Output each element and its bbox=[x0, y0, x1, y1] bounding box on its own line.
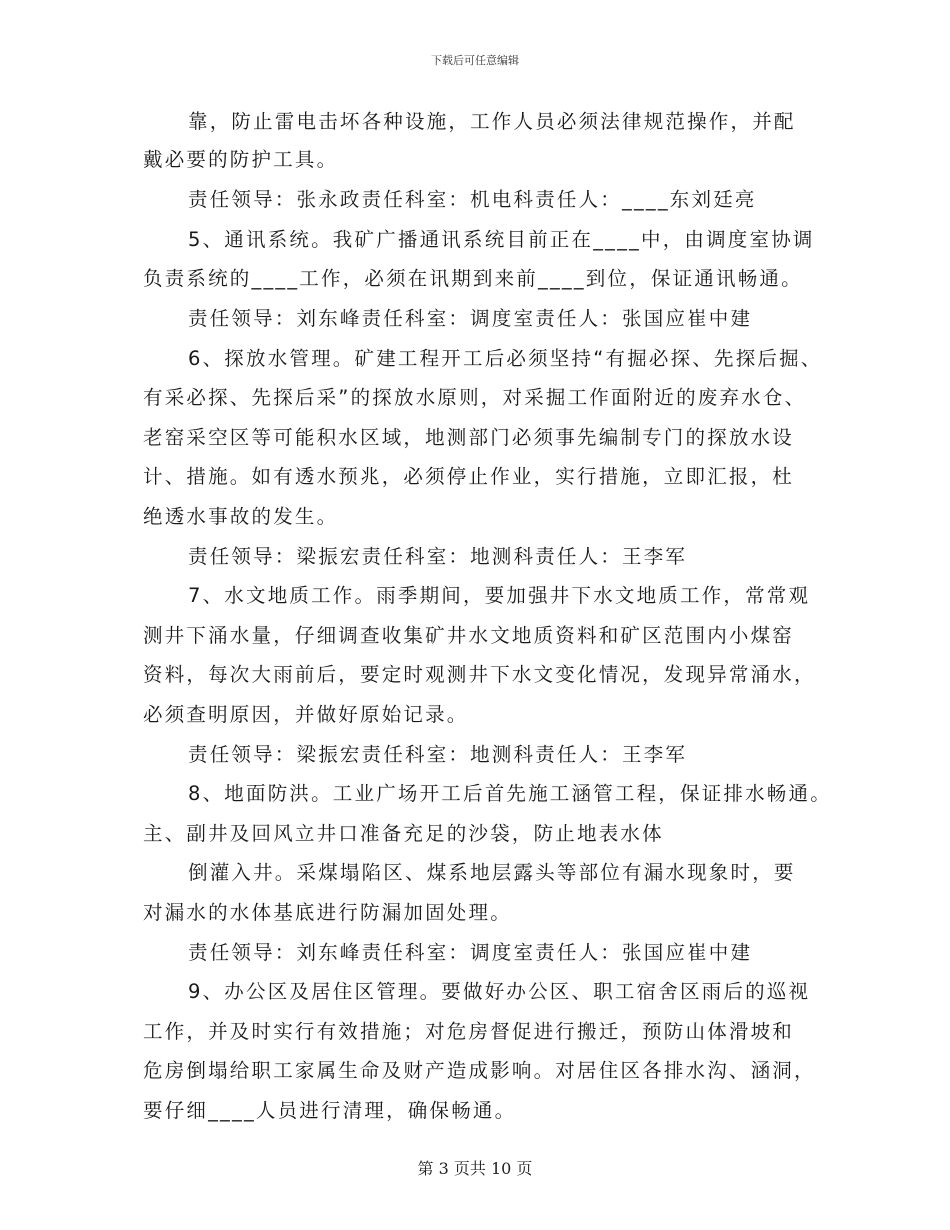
text-line: 工作，并及时实行有效措施；对危房督促进行搬迁，预防山体滑坡和 bbox=[143, 1020, 795, 1043]
text-line: 老窑采空区等可能积水区域，地测部门必须事先编制专门的探放水设 bbox=[143, 426, 795, 449]
text-line: 危房倒塌给职工家属生命及财产造成影响。对居住区各排水沟、涵洞， bbox=[143, 1059, 816, 1082]
text-line: 5、通讯系统。我矿广播通讯系统目前正在____中，由调度室协调 bbox=[188, 228, 815, 251]
text-line: 责任领导：梁振宏责任科室：地测科责任人：王李军 bbox=[188, 545, 688, 568]
text-line: 戴必要的防护工具。 bbox=[143, 148, 339, 171]
text-line: 责任领导：刘东峰责任科室：调度室责任人：张国应崔中建 bbox=[188, 307, 753, 330]
text-line: 倒灌入井。采煤塌陷区、煤系地层露头等部位有漏水现象时，要 bbox=[188, 861, 796, 884]
text-line: 计、措施。如有透水预兆，必须停止作业，实行措施，立即汇报，杜 bbox=[143, 465, 795, 488]
text-line: 责任领导：梁振宏责任科室：地测科责任人：王李军 bbox=[188, 743, 688, 766]
text-line: 测井下涌水量，仔细调查收集矿井水文地质资料和矿区范围内小煤窑 bbox=[143, 624, 795, 647]
text-line: 6、探放水管理。矿建工程开工后必须坚持“有掘必探、先探后掘、 bbox=[188, 347, 823, 370]
text-line: 必须查明原因，并做好原始记录。 bbox=[143, 703, 469, 726]
text-line: 主、副井及回风立井口准备充足的沙袋，防止地表水体 bbox=[143, 822, 664, 845]
text-line: 责任领导：刘东峰责任科室：调度室责任人：张国应崔中建 bbox=[188, 941, 753, 964]
page-footer: 第 3 页共 10 页 bbox=[417, 1159, 533, 1178]
text-line: 对漏水的水体基底进行防漏加固处理。 bbox=[143, 901, 512, 924]
text-line: 8、地面防洪。工业广场开工后首先施工涵管工程，保证排水畅通。 bbox=[188, 782, 832, 805]
text-line: 有采必探、先探后采”的探放水原则，对采掘工作面附近的废弃水仓、 bbox=[143, 386, 807, 409]
text-line: 9、办公区及居住区管理。要做好办公区、职工宿舍区雨后的巡视 bbox=[188, 980, 811, 1003]
text-line: 责任领导：张永政责任科室：机电科责任人：____东刘廷亮 bbox=[188, 188, 757, 211]
text-line: 负责系统的____工作，必须在讯期到来前____到位，保证通讯畅通。 bbox=[143, 267, 803, 290]
page-header: 下载后可任意编辑 bbox=[431, 54, 519, 67]
text-line: 7、水文地质工作。雨季期间，要加强井下水文地质工作，常常观 bbox=[188, 584, 811, 607]
text-line: 绝透水事故的发生。 bbox=[143, 505, 339, 528]
text-line: 靠，防止雷电击坏各种设施，工作人员必须法律规范操作，并配 bbox=[188, 110, 796, 133]
text-line: 要仔细____人员进行清理，确保畅通。 bbox=[143, 1099, 517, 1122]
text-line: 资料，每次大雨前后，要定时观测井下水文变化情况，发现异常涌水， bbox=[143, 663, 816, 686]
